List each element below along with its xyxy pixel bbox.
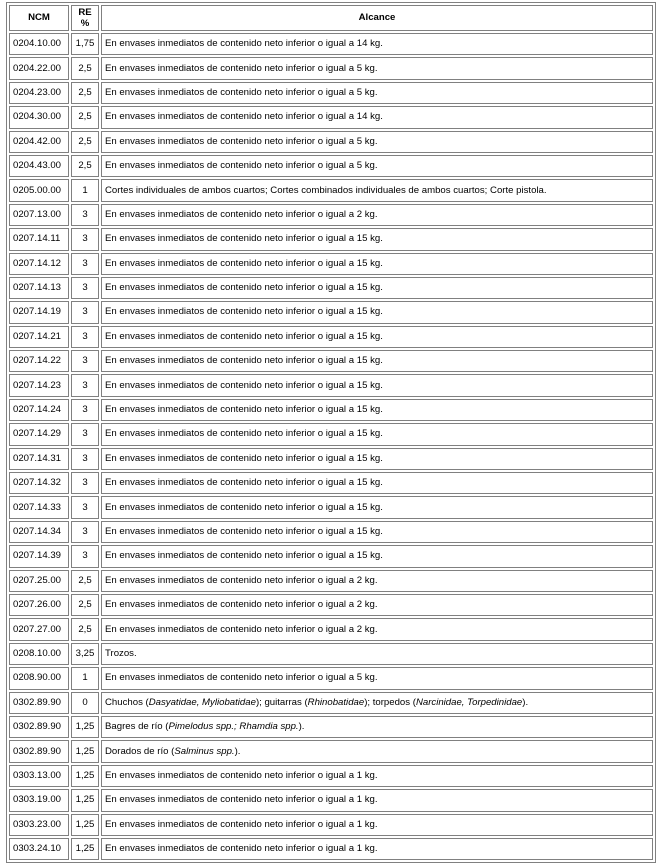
ncm-code-cell: 0303.13.00 bbox=[9, 765, 69, 787]
ncm-code-cell: 0302.89.90 bbox=[9, 740, 69, 762]
alcance-text: En envases inmediatos de contenido neto inferior o igual a 5 kg. bbox=[105, 135, 378, 147]
ncm-code-cell: 0303.23.00 bbox=[9, 814, 69, 836]
re-percent-cell: 1,25 bbox=[71, 765, 99, 787]
ncm-code-cell: 0207.14.31 bbox=[9, 448, 69, 470]
ncm-code-cell: 0207.14.24 bbox=[9, 399, 69, 421]
ncm-code-cell: 0207.14.29 bbox=[9, 423, 69, 445]
alcance-text: ). bbox=[298, 721, 305, 733]
alcance-cell bbox=[101, 716, 653, 738]
re-percent-cell: 3 bbox=[71, 374, 99, 396]
alcance-cell bbox=[101, 570, 653, 592]
alcance-cell bbox=[101, 57, 653, 79]
alcance-text: En envases inmediatos de contenido neto inferior o igual a 15 kg. bbox=[105, 404, 383, 416]
re-percent-cell: 3 bbox=[71, 277, 99, 299]
alcance-cell bbox=[101, 448, 653, 470]
re-percent-cell: 3 bbox=[71, 204, 99, 226]
table-row bbox=[9, 57, 653, 79]
table-row bbox=[9, 204, 653, 226]
table-row bbox=[9, 253, 653, 275]
ncm-code-cell: 0208.10.00 bbox=[9, 643, 69, 665]
table-row bbox=[9, 814, 653, 836]
alcance-cell bbox=[101, 155, 653, 177]
alcance-text: En envases inmediatos de contenido neto inferior o igual a 15 kg. bbox=[105, 233, 383, 245]
ncm-code-cell: 0204.10.00 bbox=[9, 33, 69, 55]
ncm-code-cell: 0207.14.34 bbox=[9, 521, 69, 543]
re-percent-cell: 3 bbox=[71, 253, 99, 275]
ncm-code-cell: 0207.25.00 bbox=[9, 570, 69, 592]
alcance-cell bbox=[101, 253, 653, 275]
ncm-code-cell: 0207.14.22 bbox=[9, 350, 69, 372]
table-row bbox=[9, 838, 653, 860]
re-percent-cell: 1 bbox=[71, 179, 99, 201]
table-row bbox=[9, 423, 653, 445]
alcance-cell bbox=[101, 33, 653, 55]
table-row bbox=[9, 570, 653, 592]
re-percent-cell: 2,5 bbox=[71, 618, 99, 640]
alcance-text: En envases inmediatos de contenido neto inferior o igual a 15 kg. bbox=[105, 477, 383, 489]
re-percent-cell: 3 bbox=[71, 350, 99, 372]
re-percent-cell: 2,5 bbox=[71, 131, 99, 153]
header-re-line2: % bbox=[80, 18, 90, 29]
alcance-cell bbox=[101, 326, 653, 348]
ncm-code-cell: 0207.14.21 bbox=[9, 326, 69, 348]
table-row bbox=[9, 326, 653, 348]
table-row bbox=[9, 374, 653, 396]
alcance-text: En envases inmediatos de contenido neto inferior o igual a 1 kg. bbox=[105, 794, 378, 806]
ncm-code-cell: 0207.26.00 bbox=[9, 594, 69, 616]
alcance-text: En envases inmediatos de contenido neto inferior o igual a 14 kg. bbox=[105, 111, 383, 123]
alcance-text: En envases inmediatos de contenido neto inferior o igual a 15 kg. bbox=[105, 501, 383, 513]
re-percent-cell: 2,5 bbox=[71, 155, 99, 177]
alcance-cell bbox=[101, 545, 653, 567]
alcance-text: En envases inmediatos de contenido neto inferior o igual a 2 kg. bbox=[105, 574, 378, 586]
alcance-text: ). bbox=[522, 696, 529, 708]
re-percent-cell: 1,25 bbox=[71, 789, 99, 811]
alcance-cell bbox=[101, 789, 653, 811]
alcance-text: En envases inmediatos de contenido neto inferior o igual a 15 kg. bbox=[105, 526, 383, 537]
table-row bbox=[9, 594, 653, 616]
alcance-text: En envases inmediatos de contenido neto inferior o igual a 15 kg. bbox=[105, 330, 383, 342]
table-row bbox=[9, 740, 653, 762]
re-percent-cell: 1,25 bbox=[71, 814, 99, 836]
table-row bbox=[9, 228, 653, 250]
re-percent-cell: 1,25 bbox=[71, 838, 99, 860]
re-percent-cell: 3 bbox=[71, 228, 99, 250]
alcance-text: En envases inmediatos de contenido neto inferior o igual a 2 kg. bbox=[105, 599, 378, 611]
re-percent-cell: 3 bbox=[71, 448, 99, 470]
header-alcance: Alcance bbox=[101, 5, 653, 31]
ncm-code-cell: 0207.13.00 bbox=[9, 204, 69, 226]
alcance-italic-text: Rhinobatidae bbox=[307, 696, 365, 708]
alcance-cell bbox=[101, 618, 653, 640]
alcance-cell bbox=[101, 667, 653, 689]
alcance-text: En envases inmediatos de contenido neto inferior o igual a 5 kg. bbox=[105, 160, 378, 172]
re-percent-cell: 3 bbox=[71, 472, 99, 494]
alcance-cell bbox=[101, 740, 653, 762]
header-re bbox=[71, 5, 99, 31]
re-percent-cell: 3 bbox=[71, 545, 99, 567]
alcance-text: ). bbox=[234, 745, 241, 757]
alcance-text: Dorados de río ( bbox=[105, 745, 175, 757]
ncm-code-cell: 0302.89.90 bbox=[9, 692, 69, 714]
alcance-cell bbox=[101, 521, 653, 543]
ncm-code-cell: 0204.42.00 bbox=[9, 131, 69, 153]
alcance-cell bbox=[101, 228, 653, 250]
table-row bbox=[9, 277, 653, 299]
re-percent-cell: 3 bbox=[71, 399, 99, 421]
alcance-text: Chuchos ( bbox=[105, 696, 149, 708]
ncm-code-cell: 0204.23.00 bbox=[9, 82, 69, 104]
re-percent-cell: 2,5 bbox=[71, 57, 99, 79]
table-row bbox=[9, 301, 653, 323]
re-percent-cell: 1,25 bbox=[71, 740, 99, 762]
ncm-code-cell: 0207.14.19 bbox=[9, 301, 69, 323]
table-row bbox=[9, 667, 653, 689]
table-row bbox=[9, 692, 653, 714]
table-row bbox=[9, 448, 653, 470]
alcance-cell bbox=[101, 838, 653, 860]
alcance-cell bbox=[101, 374, 653, 396]
alcance-italic-text: Dasyatidae, Myliobatidae bbox=[148, 696, 256, 708]
alcance-text: ); guitarras ( bbox=[255, 696, 308, 708]
alcance-text: En envases inmediatos de contenido neto inferior o igual a 2 kg. bbox=[105, 208, 378, 220]
ncm-table-container bbox=[6, 2, 656, 863]
table-row bbox=[9, 765, 653, 787]
re-percent-cell: 3 bbox=[71, 423, 99, 445]
alcance-text: En envases inmediatos de contenido neto inferior o igual a 1 kg. bbox=[105, 818, 378, 830]
alcance-cell bbox=[101, 204, 653, 226]
header-re-line1: RE bbox=[78, 7, 92, 18]
alcance-italic-text: Pimelodus spp.; Rhamdia spp. bbox=[168, 721, 299, 733]
alcance-cell bbox=[101, 179, 653, 201]
ncm-code-cell: 0204.22.00 bbox=[9, 57, 69, 79]
re-percent-cell: 2,5 bbox=[71, 570, 99, 592]
alcance-italic-text: Salminus spp. bbox=[174, 745, 235, 757]
table-row bbox=[9, 545, 653, 567]
alcance-cell bbox=[101, 106, 653, 128]
ncm-code-cell: 0207.14.39 bbox=[9, 545, 69, 567]
alcance-cell bbox=[101, 423, 653, 445]
alcance-text: ); torpedos ( bbox=[364, 696, 416, 708]
ncm-code-cell: 0302.89.90 bbox=[9, 716, 69, 738]
ncm-code-cell: 0207.14.11 bbox=[9, 228, 69, 250]
table-row bbox=[9, 789, 653, 811]
table-header-row bbox=[9, 5, 653, 31]
table-row bbox=[9, 106, 653, 128]
alcance-text: En envases inmediatos de contenido neto inferior o igual a 5 kg. bbox=[105, 62, 378, 74]
ncm-code-cell: 0207.27.00 bbox=[9, 618, 69, 640]
re-percent-cell: 3 bbox=[71, 326, 99, 348]
alcance-text: En envases inmediatos de contenido neto inferior o igual a 5 kg. bbox=[105, 86, 378, 98]
table-row bbox=[9, 496, 653, 518]
table-row bbox=[9, 399, 653, 421]
table-row bbox=[9, 618, 653, 640]
re-percent-cell: 2,5 bbox=[71, 106, 99, 128]
alcance-cell bbox=[101, 594, 653, 616]
re-percent-cell: 1 bbox=[71, 667, 99, 689]
alcance-cell bbox=[101, 765, 653, 787]
table-row bbox=[9, 33, 653, 55]
ncm-code-cell: 0204.30.00 bbox=[9, 106, 69, 128]
alcance-text: En envases inmediatos de contenido neto inferior o igual a 5 kg. bbox=[105, 672, 378, 684]
ncm-code-cell: 0207.14.12 bbox=[9, 253, 69, 275]
alcance-text: Cortes individuales de ambos cuartos; Cortes combinados individuales de ambos cuartos; Corte pistola. bbox=[105, 184, 547, 196]
alcance-cell bbox=[101, 277, 653, 299]
alcance-cell bbox=[101, 643, 653, 665]
table-row bbox=[9, 716, 653, 738]
alcance-text: En envases inmediatos de contenido neto inferior o igual a 15 kg. bbox=[105, 257, 383, 269]
alcance-text: Trozos. bbox=[105, 647, 137, 659]
alcance-text: En envases inmediatos de contenido neto inferior o igual a 15 kg. bbox=[105, 306, 383, 318]
ncm-code-cell: 0207.14.23 bbox=[9, 374, 69, 396]
alcance-cell bbox=[101, 496, 653, 518]
ncm-code-cell: 0303.19.00 bbox=[9, 789, 69, 811]
re-percent-cell: 3 bbox=[71, 521, 99, 543]
alcance-cell bbox=[101, 472, 653, 494]
re-percent-cell: 2,5 bbox=[71, 594, 99, 616]
ncm-code-cell: 0204.43.00 bbox=[9, 155, 69, 177]
alcance-text: En envases inmediatos de contenido neto inferior o igual a 15 kg. bbox=[105, 428, 383, 440]
table-row bbox=[9, 155, 653, 177]
alcance-text: Bagres de río ( bbox=[105, 721, 169, 733]
table-row bbox=[9, 472, 653, 494]
ncm-table bbox=[6, 2, 656, 863]
table-body bbox=[9, 33, 653, 860]
alcance-italic-text: Narcinidae, Torpedinidae bbox=[415, 696, 523, 708]
alcance-text: En envases inmediatos de contenido neto inferior o igual a 15 kg. bbox=[105, 550, 383, 562]
alcance-cell bbox=[101, 399, 653, 421]
alcance-text: En envases inmediatos de contenido neto inferior o igual a 15 kg. bbox=[105, 355, 383, 367]
re-percent-cell: 1,25 bbox=[71, 716, 99, 738]
ncm-code-cell: 0207.14.32 bbox=[9, 472, 69, 494]
re-percent-cell: 1,75 bbox=[71, 33, 99, 55]
alcance-cell bbox=[101, 350, 653, 372]
table-row bbox=[9, 82, 653, 104]
alcance-cell bbox=[101, 131, 653, 153]
ncm-code-cell: 0207.14.13 bbox=[9, 277, 69, 299]
alcance-text: En envases inmediatos de contenido neto inferior o igual a 15 kg. bbox=[105, 452, 383, 464]
re-percent-cell: 2,5 bbox=[71, 82, 99, 104]
table-row bbox=[9, 521, 653, 543]
ncm-code-cell: 0208.90.00 bbox=[9, 667, 69, 689]
ncm-code-cell: 0303.24.10 bbox=[9, 838, 69, 860]
alcance-cell bbox=[101, 301, 653, 323]
alcance-text: En envases inmediatos de contenido neto inferior o igual a 15 kg. bbox=[105, 282, 383, 294]
alcance-text: En envases inmediatos de contenido neto inferior o igual a 15 kg. bbox=[105, 379, 383, 391]
alcance-text: En envases inmediatos de contenido neto inferior o igual a 1 kg. bbox=[105, 769, 378, 781]
table-row bbox=[9, 350, 653, 372]
re-percent-cell: 3,25 bbox=[71, 643, 99, 665]
alcance-cell bbox=[101, 82, 653, 104]
table-row bbox=[9, 643, 653, 665]
header-ncm: NCM bbox=[9, 5, 69, 31]
ncm-code-cell: 0207.14.33 bbox=[9, 496, 69, 518]
re-percent-cell: 3 bbox=[71, 301, 99, 323]
re-percent-cell: 3 bbox=[71, 496, 99, 518]
table-row bbox=[9, 179, 653, 201]
alcance-text: En envases inmediatos de contenido neto inferior o igual a 14 kg. bbox=[105, 38, 383, 50]
alcance-cell bbox=[101, 814, 653, 836]
table-row bbox=[9, 131, 653, 153]
re-percent-cell: 0 bbox=[71, 692, 99, 714]
ncm-code-cell: 0205.00.00 bbox=[9, 179, 69, 201]
alcance-text: En envases inmediatos de contenido neto inferior o igual a 2 kg. bbox=[105, 623, 378, 635]
alcance-cell bbox=[101, 692, 653, 714]
alcance-text: En envases inmediatos de contenido neto inferior o igual a 1 kg. bbox=[105, 843, 378, 855]
